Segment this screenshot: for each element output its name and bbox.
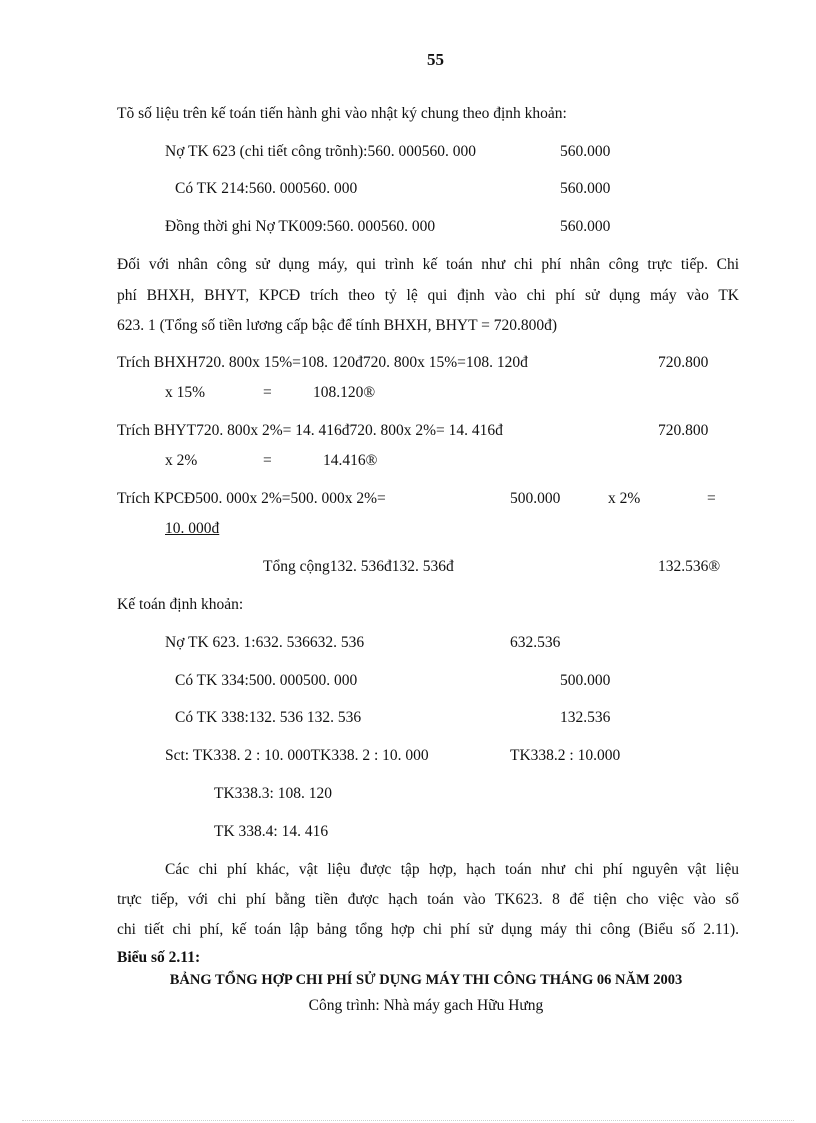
bhyt-result: 14.416® [323, 452, 378, 469]
paragraph-2-line-3: chi tiết chi phí, kế toán lập bảng tổng hợp chi phí sử dụng máy thi công (Biểu số 2.11). [117, 921, 739, 938]
paragraph-2-line-2: trực tiếp, với chi phí bằng tiền được hạch toán vào TK623. 8 để tiện cho việc vào sổ [117, 891, 739, 908]
sub-account-3383: TK338.3: 108. 120 [214, 785, 332, 802]
entry-debit-6231: Nợ TK 623. 1:632. 536632. 536 [165, 634, 365, 651]
kpcd-line: Trích KPCĐ500. 000x 2%=500. 000x 2%= [117, 490, 386, 507]
entry-debit-623-amount: 560.000 [560, 143, 611, 160]
paragraph-1-line-1: Đối với nhân công sử dụng máy, qui trình kế toán như chi phí nhân công trực tiếp. Chi [117, 256, 739, 273]
bhxh-rate: x 15% [165, 384, 206, 401]
entry-debit-6231-amount: 632.536 [510, 634, 561, 651]
kpcd-base: 500.000 [510, 490, 561, 507]
bhyt-line: Trích BHYT720. 800x 2%= 14. 416đ720. 800x 2%= 14. 416đ [117, 422, 503, 439]
bhxh-result: 108.120® [313, 384, 376, 401]
paragraph-2-line-1: Các chi phí khác, vật liệu được tập hợp, hạch toán như chi phí nguyên vật liệu [165, 861, 739, 878]
sub-account-3384: TK 338.4: 14. 416 [214, 823, 329, 840]
bhxh-base: 720.800 [658, 354, 709, 371]
entry-debit-623: Nợ TK 623 (chi tiết công trõnh):560. 000560. 000 [165, 143, 476, 160]
paragraph-1-line-2: phí BHXH, BHYT, KPCĐ trích theo tỷ lệ qui định vào chi phí sử dụng máy vào TK [117, 287, 739, 304]
bhyt-rate: x 2% [165, 452, 198, 469]
total-line: Tổng cộng132. 536đ132. 536đ [263, 558, 454, 575]
sub-account-3382: Sct: TK338. 2 : 10. 000TK338. 2 : 10. 000 [165, 747, 429, 764]
entry-debit-009-amount: 560.000 [560, 218, 611, 235]
entry-credit-334-amount: 500.000 [560, 672, 611, 689]
entry-credit-214-amount: 560.000 [560, 180, 611, 197]
total-amount: 132.536® [658, 558, 721, 575]
table-title: BẢNG TỔNG HỢP CHI PHÍ SỬ DỤNG MÁY THI CÔNG THÁNG 06 NĂM 2003 [169, 972, 683, 988]
page-number: 55 [427, 50, 444, 69]
entry-credit-338-amount: 132.536 [560, 709, 611, 726]
intro-line: Tõ số liệu trên kế toán tiến hành ghi vào nhật ký chung theo định khoản: [117, 105, 567, 122]
entry-debit-009: Đồng thời ghi Nợ TK009:560. 000560. 000 [165, 218, 436, 235]
accounting-entry-heading: Kế toán định khoản: [117, 596, 244, 613]
bhyt-equals: = [263, 452, 272, 469]
entry-credit-334: Có TK 334:500. 000500. 000 [175, 672, 358, 689]
entry-credit-338: Có TK 338:132. 536 132. 536 [175, 709, 362, 726]
page-bottom-rule [22, 1120, 794, 1121]
sub-account-3382-amount: TK338.2 : 10.000 [510, 747, 621, 764]
bhxh-equals: = [263, 384, 272, 401]
bhxh-line: Trích BHXH720. 800x 15%=108. 120đ720. 800x 15%=108. 120đ [117, 354, 528, 371]
entry-credit-214: Có TK 214:560. 000560. 000 [175, 180, 358, 197]
bhyt-base: 720.800 [658, 422, 709, 439]
kpcd-rate: x 2% [608, 490, 641, 507]
kpcd-equals: = [707, 490, 716, 507]
table-label: Biểu số 2.11: [117, 949, 201, 966]
kpcd-result: 10. 000đ [165, 520, 220, 537]
table-subtitle: Công trình: Nhà máy gach Hữu Hưng [308, 997, 544, 1014]
paragraph-1-line-3: 623. 1 (Tổng số tiền lương cấp bậc để tính BHXH, BHYT = 720.800đ) [117, 317, 558, 334]
